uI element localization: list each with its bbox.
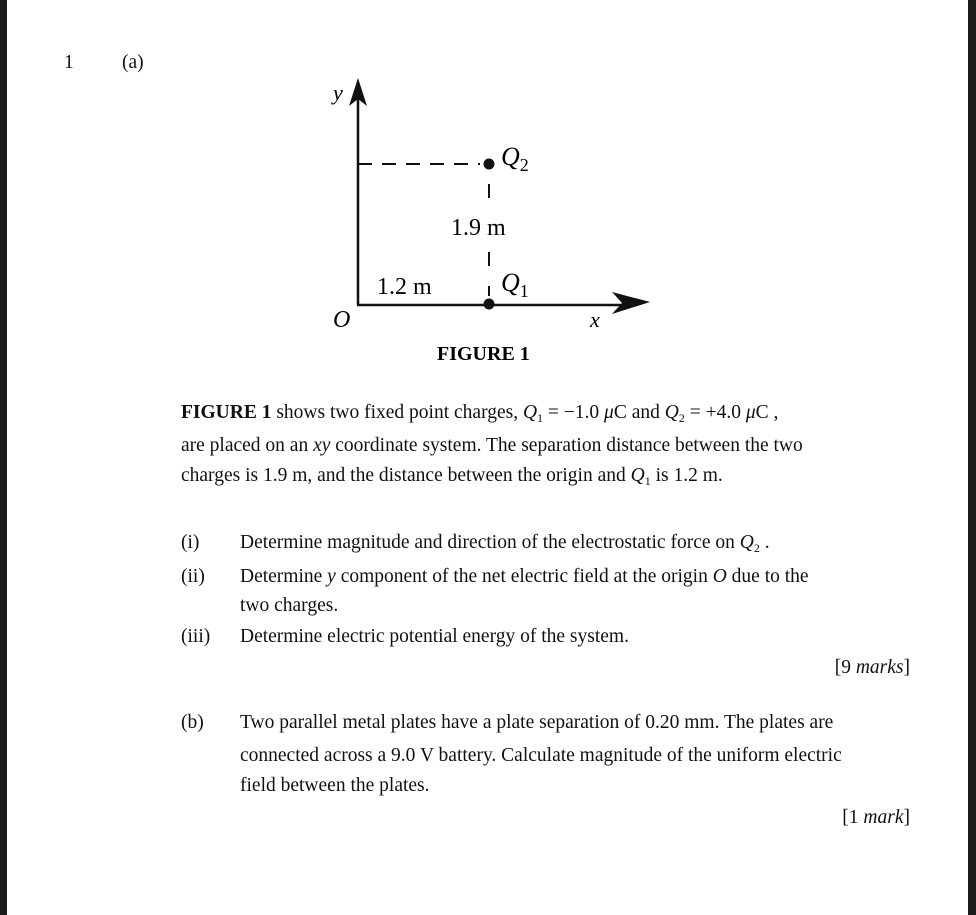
item-ii-text: Determine y component of the net electric field at the origin O due to the (240, 566, 809, 587)
charge-q2-dot (484, 159, 495, 170)
charge-q1-dot (484, 299, 495, 310)
item-i-label: (i) (181, 532, 200, 553)
part-a-marks: [9 marks] (834, 657, 910, 678)
part-b-line-1: Two parallel metal plates have a plate separation of 0.20 mm. The plates are (240, 712, 834, 733)
part-b-marks: [1 mark] (842, 807, 910, 828)
item-ii-text-2: two charges. (240, 595, 339, 616)
part-a-label: (a) (122, 52, 144, 73)
item-ii-label: (ii) (181, 566, 205, 587)
part-b-line-3: field between the plates. (240, 775, 430, 796)
x-axis-label: x (590, 307, 600, 332)
origin-label: O (333, 307, 351, 333)
x-axis-arrow (612, 292, 650, 314)
intro-line-3: charges is 1.9 m, and the distance between the origin and $Q_1$ is 1.2 m. (181, 465, 723, 488)
q2-label: $Q_2$ (501, 142, 529, 175)
separation-label: 1.9 m (451, 215, 506, 241)
item-i-text: Determine magnitude and direction of the electrostatic force on $Q_2$ . (240, 532, 770, 555)
y-axis-label: y (333, 80, 343, 105)
intro-line-1: FIGURE 1 shows two fixed point charges, $Q_1 = -1.0$ μC and $Q_2 = +4.0$ μC , (181, 402, 779, 425)
figure-caption: FIGURE 1 (437, 343, 530, 365)
part-b-label: (b) (181, 712, 204, 733)
figure-1 (0, 0, 976, 370)
distance-label: 1.2 m (377, 274, 432, 300)
intro-line-2: are placed on an xy coordinate system. The separation distance between the two (181, 435, 803, 456)
q1-label: $Q_1$ (501, 268, 529, 301)
item-iii-text: Determine electric potential energy of the system. (240, 626, 629, 647)
part-b-line-2: connected across a 9.0 V battery. Calculate magnitude of the uniform electric (240, 745, 842, 766)
question-number: 1 (64, 52, 74, 73)
item-iii-label: (iii) (181, 626, 211, 647)
